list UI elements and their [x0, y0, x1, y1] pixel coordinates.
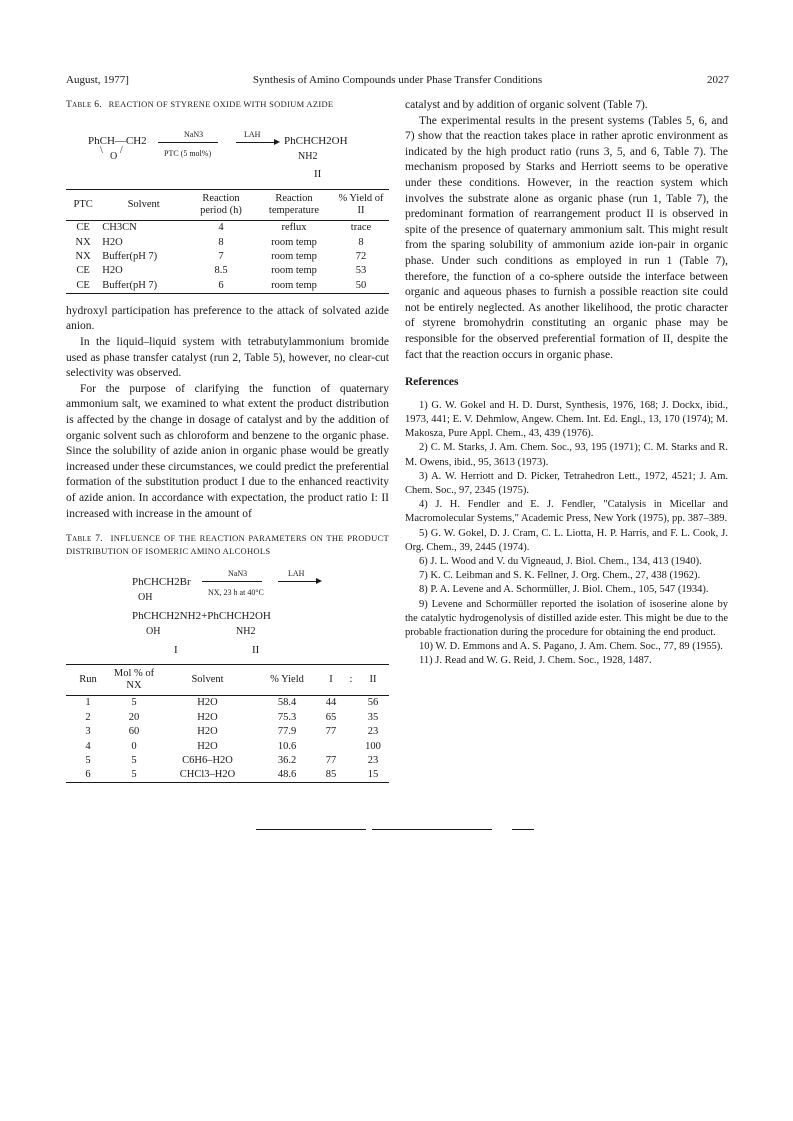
scheme7-arrow1-line: [202, 581, 262, 582]
reference-item: 7) K. C. Leibman and S. K. Fellner, J. Org. Chem., 27, 438 (1962).: [419, 570, 701, 582]
right-paragraph-2: The experimental results in the present systems (Tables 5, 6, and 7) show that the reaction takes place in rather aprotic environment as indicated by the high product ratio (runs 3, 5, and 6, Table 7). The mechanism proposed by Starks and Herriott seems to be operative under these conditions. However, in the reaction system which involves the substrate alone as organic phase (run 1, Table 7), the predominant formation of rearrangement product II is observed in spite of the presence of quaternary ammonium salt. This might result from the sparing solubility of ammonium azide ion-pair in organic phase. Under such conditions as employed in run 1 (Table 7), therefore, the function of a co-sphere outside the interface between organic and aqueous phases to furnish a possible reaction site could not be entirely neglected. As another likelihood, the protic character of styrene bromohydrin constituting an organic phase may be responsible for the observed preferential formation of II, despite the fact that the reaction occurs in organic phase.: [405, 114, 728, 361]
scheme7-label-i: I: [174, 644, 178, 657]
table6-cell: 6: [187, 279, 255, 294]
scheme6-epoxide-o: O: [110, 151, 118, 162]
table6-cell: H2O: [102, 236, 123, 248]
table6-col-yield: % Yield of II: [333, 190, 389, 221]
footer-rule-3: [512, 829, 534, 830]
table6-cell: 50: [333, 279, 389, 294]
scheme6-arrow-head: [274, 139, 280, 145]
table6-cell: room temp: [271, 236, 317, 248]
scheme6-bond-left: \: [100, 145, 103, 156]
table7-cell: 56: [367, 697, 379, 709]
scheme7-reactant: PhCHCH2Br: [132, 576, 191, 589]
scheme6-product-label: II: [314, 168, 322, 180]
left-column: [66, 98, 389, 783]
table7-cell: 60: [128, 726, 140, 738]
page-number: 2027: [707, 74, 729, 86]
scheme6-product: PhCHCH2OH: [284, 135, 348, 147]
table6-cell: 7: [218, 250, 224, 262]
table6-cell: NX: [75, 236, 91, 248]
table7-col-solvent: Solvent: [158, 665, 257, 696]
scheme6-arrow2-line: [236, 142, 276, 143]
table6-cell: 8: [358, 236, 364, 248]
table6-cell: reflux: [281, 222, 307, 234]
table7-cell: 3: [85, 726, 91, 738]
table6-cell: CH3CN: [102, 222, 137, 234]
table7-reaction-scheme: [66, 562, 389, 660]
table6-cell: CE: [76, 265, 90, 277]
reference-item: 9) Levene and Schormüller reported the isolation of isoserine alone by the catalytic hydrogenolysis of distilled azide ester. This might be due to the probable fractionation during the procedure for obtaining the end product.: [405, 598, 728, 638]
table6-cell: 8: [218, 236, 224, 248]
table7-col-yield: % Yield: [257, 665, 317, 696]
table6-cell: H2O: [102, 265, 123, 277]
table7-cell: H2O: [197, 697, 218, 709]
scheme6-reagent-bottom: PTC (5 mol%): [164, 149, 212, 158]
table7-cell: 77: [325, 754, 337, 766]
references-list: [405, 399, 728, 669]
table7-spacer: [345, 739, 357, 753]
table-row: [66, 235, 389, 249]
header-title: Synthesis of Amino Compounds under Phase Transfer Conditions: [252, 74, 543, 86]
reference-item: 11) J. Read and W. G. Reid, J. Chem. Soc., 1928, 1487.: [419, 655, 652, 667]
table7-cell: 48.6: [257, 768, 317, 783]
table7-cell: 44: [325, 697, 337, 709]
table6-caption: [66, 98, 389, 111]
table-row: [66, 264, 389, 278]
table7-col-colon: :: [345, 665, 357, 696]
table6-cell: 8.5: [214, 265, 228, 277]
table6-cell: room temp: [271, 265, 317, 277]
scheme6-reagent2: LAH: [244, 130, 261, 139]
reference-item: 8) P. A. Levene and A. Schormüller, J. Biol. Chem., 105, 547 (1934).: [419, 584, 709, 596]
table7-col-run: Run: [66, 665, 110, 696]
reference-item: 2) C. M. Starks, J. Am. Chem. Soc., 93, 195 (1971); C. M. Starks and R. M. Owens, ibid., 95, 3613 (1973).: [405, 442, 728, 468]
table7-col-i: I: [317, 665, 345, 696]
scheme7-label-ii: II: [252, 644, 260, 657]
table7-cell: H2O: [197, 726, 218, 738]
table7-cell: 58.4: [277, 697, 297, 709]
table6-cell: CE: [66, 279, 100, 294]
table7-cell: 36.2: [277, 754, 297, 766]
table6-col-solvent: Solvent: [100, 190, 187, 221]
table7-spacer: [345, 711, 357, 725]
running-head: [66, 74, 729, 90]
table7-cell: 23: [367, 754, 379, 766]
table-row: [66, 279, 389, 294]
table-row: [66, 696, 389, 711]
table6-cell: NX: [75, 250, 91, 262]
table7-cell: 65: [325, 711, 337, 723]
table6-cell: trace: [350, 222, 372, 234]
footer-rule-2: [372, 829, 492, 830]
table6-cell: Buffer(pH 7): [100, 279, 187, 294]
table7-spacer: [345, 696, 357, 711]
table7-cell: H2O: [197, 740, 218, 752]
table7-number: Table 7.: [66, 534, 103, 545]
reference-item: 3) A. W. Herriott and D. Picker, Tetrahedron Lett., 1972, 4521; J. Am. Chem. Soc., 97, 2345 (1975).: [405, 470, 728, 496]
left-paragraph-1: hydroxyl participation has preference to the attack of solvated azide anion.: [66, 304, 389, 333]
table7-cell: 77: [325, 726, 337, 738]
scheme7-arrow-head: [316, 578, 322, 584]
table7-cell: 2: [85, 711, 91, 723]
table6-cell: CE: [76, 222, 90, 234]
table7: [66, 664, 389, 783]
table6-cell: 4: [218, 222, 224, 234]
table6-cell: room temp: [255, 279, 333, 294]
table6-title: REACTION OF STYRENE OXIDE WITH SODIUM AZIDE: [108, 99, 334, 109]
table7-title: INFLUENCE OF THE REACTION PARAMETERS ON THE PRODUCT DISTRIBUTION OF ISOMERIC AMINO ALCOHOLS: [66, 533, 390, 557]
table6-col-period: Reaction period (h): [187, 190, 255, 221]
table6-reaction-scheme: [66, 115, 389, 185]
scheme7-reactant-oh: OH: [138, 592, 153, 604]
table7-cell: 10.6: [277, 740, 297, 752]
table7-col-ii: II: [357, 665, 389, 696]
table-row: [66, 768, 389, 783]
table6-cell: Buffer(pH 7): [102, 250, 158, 262]
scheme7-products: PhCHCH2NH2+PhCHCH2OH: [132, 610, 271, 623]
table7-cell: 6: [66, 768, 110, 783]
table7-cell: CHCl3–H2O: [158, 768, 257, 783]
scheme6-product-nh2: NH2: [298, 151, 318, 162]
reference-item: 4) J. H. Fendler and E. J. Fendler, "Catalysis in Micellar and Macromolecular Systems," Academic Press, New York (1975), pp. 387–389.: [405, 499, 728, 525]
table7-cell: 1: [85, 697, 91, 709]
table6-col-ptc: PTC: [66, 190, 100, 221]
table7-cell: 5: [85, 754, 91, 766]
table7-cell: 77.9: [277, 726, 297, 738]
left-paragraph-2: In the liquid–liquid system with tetrabutylammonium bromide used as phase transfer catalyst (run 2, Table 5), however, no clear-cut selectivity was observed.: [66, 336, 389, 380]
table6-cell: 53: [355, 265, 367, 277]
scheme6-arrow1-line: [158, 142, 218, 143]
table7-col-molpct: Mol % of NX: [110, 665, 158, 696]
scheme7-reagent-bottom: NX, 23 h at 40°C: [208, 588, 264, 598]
scheme6-bond-right: /: [120, 145, 123, 156]
table6-number: Table 6.: [66, 100, 102, 110]
table6-col-temperature: Reaction temperature: [255, 190, 333, 221]
scheme7-arrow2-line: [278, 581, 318, 582]
table6: [66, 189, 389, 294]
table7-cell: H2O: [197, 711, 218, 723]
scheme7-product2-nh2: NH2: [236, 626, 256, 638]
table6-cell: 72: [355, 250, 367, 262]
table7-cell: 5: [131, 754, 137, 766]
table7-cell: 85: [317, 768, 345, 783]
reference-item: 1) G. W. Gokel and H. D. Durst, Synthesis, 1976, 168; J. Dockx, ibid., 1973, 441; E. V. Dehmlow, Angew. Chem. Int. Ed. Engl., 13, 170 (1974); M. Makosza, Pure Appl. Chem., 43, 439 (1976).: [405, 399, 728, 440]
table-row: [66, 221, 389, 236]
header-date: August, 1977]: [66, 74, 129, 86]
table7-cell: 4: [85, 740, 91, 752]
scheme7-reagent-top: NaN3: [228, 569, 248, 579]
table7-spacer: [345, 768, 357, 783]
table7-spacer: [345, 725, 357, 739]
scheme7-product1-oh: OH: [146, 626, 161, 638]
table7-cell: 100: [365, 740, 381, 752]
reference-item: 5) G. W. Gokel, D. J. Cram, C. L. Liotta, H. P. Harris, and F. L. Cook, J. Org. Chem., 39, 2445 (1974).: [405, 527, 728, 553]
table6-header-row: [66, 190, 389, 221]
right-column: [405, 98, 728, 669]
reference-item: 6) J. L. Wood and V. du Vigneaud, J. Biol. Chem., 134, 413 (1940).: [419, 555, 702, 567]
table-row: [66, 739, 389, 753]
table7-cell: [317, 739, 345, 753]
table7-spacer: [345, 754, 357, 768]
table7-cell: 35: [367, 711, 379, 723]
table7-cell: C6H6–H2O: [182, 754, 233, 766]
scheme6-reagent-top: NaN3: [184, 130, 204, 139]
scheme7-reagent2: LAH: [288, 569, 305, 579]
table7-header-row: [66, 665, 389, 696]
table-row: [66, 711, 389, 725]
table7-cell: 0: [131, 740, 137, 752]
table7-cell: 23: [367, 726, 379, 738]
references-heading: References: [405, 376, 459, 389]
table7-cell: 5: [110, 768, 158, 783]
table7-cell: 20: [128, 711, 140, 723]
reference-item: 10) W. D. Emmons and A. S. Pagano, J. Am. Chem. Soc., 77, 89 (1955).: [419, 641, 723, 653]
scheme6-reactant: PhCH—CH2: [88, 135, 147, 147]
table7-cell: 75.3: [277, 711, 297, 723]
right-paragraph-1: catalyst and by addition of organic solvent (Table 7).: [405, 99, 648, 111]
table7-caption: [66, 532, 389, 558]
table-row: [66, 250, 389, 264]
footer-rule-1: [256, 829, 366, 830]
table-row: [66, 754, 389, 768]
table7-cell: 15: [357, 768, 389, 783]
left-paragraph-3: For the purpose of clarifying the function of quaternary ammonium salt, we examined to what extent the product distribution is affected by the change in dosage of catalyst and by the addition of organic solvent such as chloroform and benzene to the organic phase. Since the solubility of azide anion in organic phase would be greatly increased under these circumstances, we could predict the preferential formation of the substitution product I due to the enhanced reactivity of azide anion. In accordance with expectation, the product ratio I: II increased with increase in the amount of: [66, 382, 389, 520]
table6-cell: room temp: [271, 250, 317, 262]
table-row: [66, 725, 389, 739]
table7-cell: 5: [131, 697, 137, 709]
